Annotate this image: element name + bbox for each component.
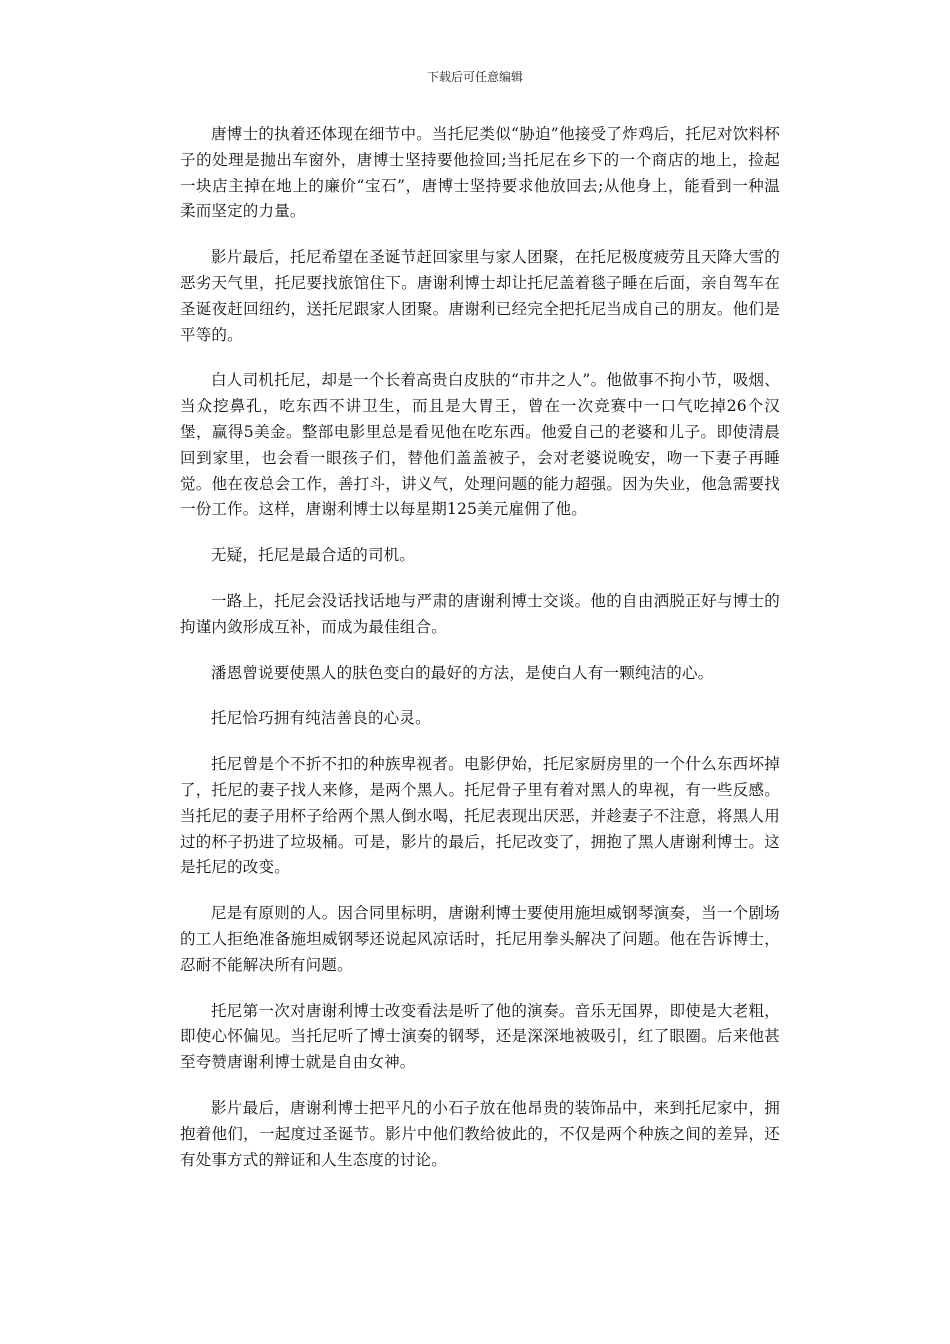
paragraph: 无疑，托尼是最合适的司机。 [211, 546, 416, 565]
paragraph: 一路上，托尼会没话找话地与严肃的唐谢利博士交谈。他的自由洒脱正好与博士的拘谨内敛形成互补，而成为最佳组合。 [180, 591, 780, 636]
document-body [180, 122, 780, 1193]
paragraph: 唐博士的执着还体现在细节中。当托尼类似“胁迫”他接受了炸鸡后，托尼对饮料杯子的处理是抛出车窗外，唐博士坚持要他捡回;当托尼在乡下的一个商店的地上，捡起一块店主掉在地上的廉价“宝石”，唐博士坚持要求他放回去;从他身上，能看到一种温柔而坚定的力量。 [180, 125, 780, 221]
paragraph: 影片最后，托尼希望在圣诞节赶回家里与家人团聚，在托尼极度疲劳且天降大雪的恶劣天气里，托尼要找旅馆住下。唐谢利博士却让托尼盖着毯子睡在后面，亲自驾车在圣诞夜赶回纽约，送托尼跟家人团聚。唐谢利已经完全把托尼当成自己的朋友。他们是平等的。 [180, 248, 780, 344]
paragraph: 潘恩曾说要使黑人的肤色变白的最好的方法，是使白人有一颗纯洁的心。 [211, 663, 714, 682]
paragraph: 托尼曾是个不折不扣的种族卑视者。电影伊始，托尼家厨房里的一个什么东西坏掉了，托尼的妻子找人来修，是两个黑人。托尼骨子里有着对黑人的卑视，有一些反感。当托尼的妻子用杯子给两个黑人倒水喝，托尼表现出厌恶，并趁妻子不注意，将黑人用过的杯子扔进了垃圾桶。可是，影片的最后，托尼改变了，拥抱了黑人唐谢利博士。这是托尼的改变。 [180, 755, 780, 877]
paragraph: 白人司机托尼，却是一个长着高贵白皮肤的“市井之人”。他做事不拘小节，吸烟、当众挖鼻孔，吃东西不讲卫生，而且是大胃王，曾在一次竞赛中一口气吃掉26个汉堡，赢得5美金。整部电影里总是看见他在吃东西。他爱自己的老婆和儿子。即使清晨回到家里，也会看一眼孩子们，替他们盖盖被子，会对老婆说晚安，吻一下妻子再睡觉。他在夜总会工作，善打斗，讲义气，处理问题的能力超强。因为失业，他急需要找一份工作。这样，唐谢利博士以每星期125美元雇佣了他。 [180, 371, 780, 519]
page-header: 下载后可任意编辑 [426, 70, 523, 84]
paragraph: 托尼第一次对唐谢利博士改变看法是听了他的演奏。音乐无国界，即使是大老粗，即使心怀偏见。当托尼听了博士演奏的钢琴，还是深深地被吸引，红了眼圈。后来他甚至夸赞唐谢利博士就是自由女神。 [180, 1001, 780, 1072]
paragraph: 托尼恰巧拥有纯洁善良的心灵。 [211, 709, 431, 728]
paragraph: 尼是有原则的人。因合同里标明，唐谢利博士要使用施坦威钢琴演奏，当一个剧场的工人拒绝准备施坦威钢琴还说起风凉话时，托尼用拳头解决了问题。他在告诉博士，忍耐不能解决所有问题。 [180, 904, 780, 974]
paragraph: 影片最后，唐谢利博士把平凡的小石子放在他昂贵的装饰品中，来到托尼家中，拥抱着他们，一起度过圣诞节。影片中他们教给彼此的，不仅是两个种族之间的差异，还有处事方式的辩证和人生态度的讨论。 [180, 1098, 780, 1169]
